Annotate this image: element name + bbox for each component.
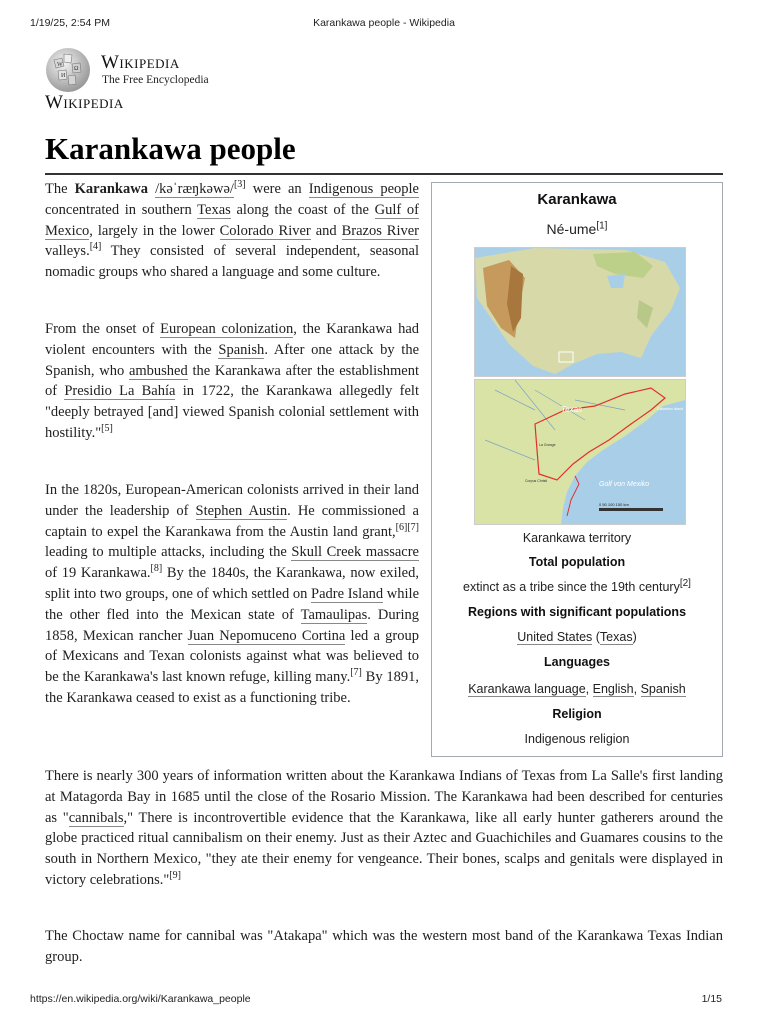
map-label-city2: Corpus Christi (525, 479, 548, 483)
link-european-colonization[interactable]: European colonization (160, 321, 294, 337)
ref-1[interactable]: [1] (596, 220, 608, 232)
print-page-number: 1/15 (701, 993, 722, 1005)
infobox-native-name: Né-ume[1] (546, 220, 608, 237)
infobox-languages-value: Karankawa language, English, Spanish (468, 682, 686, 696)
wikipedia-wordmark-text[interactable]: Wikipedia (45, 92, 124, 113)
ref-3[interactable]: [3] (233, 179, 246, 191)
link-padre-island[interactable]: Padre Island (311, 585, 384, 602)
north-america-map[interactable] (474, 247, 686, 377)
cannibalism-paragraph: There is nearly 300 years of information written about the Karankawa Indians of Texas from La Salle's first landing at Matagorda Bay in 1685 until the close of the Rosario Mission. The Karankawa had been described for centuries as "cannibals," There is incontrovertible evidence that the Karankawa, like all early hunter gatherers around the globe practiced ritual cannibalism on their enemy. Just as their Aztec and Guachichiles and Guamares cousins to the south in Northern Mexico, "they ate their enemy for vengeance. Their bones, scalps and genitals were displayed in victory celebrations."[9] (45, 768, 724, 888)
ref-7b[interactable]: [7] (350, 667, 362, 679)
link-united-states[interactable]: United States (517, 630, 593, 644)
ref-9[interactable]: [9] (169, 870, 181, 882)
map-label-city1: La Grange (539, 443, 556, 447)
infobox-regions-value: United States (Texas) (517, 630, 637, 644)
intro-paragraph: The Karankawa /kəˈræŋkəwə/[3] were an Indigenous people concentrated in southern Texas along the coast of the Gulf of Mexico, largely in the lower Colorado River and Brazos River valleys.[4] They consisted of several independent, seasonal nomadic groups who shared a language and some culture. (45, 179, 419, 281)
ref-2[interactable]: [2] (679, 577, 691, 589)
map-scale-bar: 0 50 100 150 km (599, 502, 629, 507)
colonization-paragraph: From the onset of European colonization, the Karankawa had violent encounters with the Spanish. After one attack by the Spanish, who ambushed the Karankawa after the establishment of Presidio La Bahía in 1722, the Karankawa allegedly felt "deeply betrayed [and] viewed Spanish colonial settlement with hostility."[5] (45, 321, 420, 441)
ref-6[interactable]: [6] (395, 521, 408, 533)
subject-name: Karankawa (74, 181, 148, 197)
history-paragraph: In the 1820s, European-American colonists arrived in their land under the leadership of Stephen Austin. He commissioned a captain to expel the Karankawa from the Austin land grant,[6][7] leading to multiple attacks, including the Skull Creek massacre of 19 Karankawa.[8] By the 1840s, the Karankawa, now exiled, split into two groups, one of which settled on Padre Island while the other fled into the Mexican state of Tamaulipas. During 1858, Mexican rancher Juan Nepomuceno Cortina led a group of Mexicans and Texan colonists against what was believed to be the Karankawa's last known refuge, killing many.[7] By 1891, the Karankawa ceased to exist as a functioning tribe. (45, 482, 420, 706)
link-indigenous-people[interactable]: Indigenous people (308, 181, 419, 197)
link-spanish[interactable]: Spanish (218, 341, 265, 358)
map-label-texas: Texas (561, 405, 583, 414)
choctaw-paragraph: The Choctaw name for cannibal was "Atakapa" which was the western most band of the Karankawa Texas Indian group. (45, 928, 723, 965)
link-texas[interactable]: Texas (197, 201, 231, 218)
link-colorado-river[interactable]: Colorado River (219, 222, 311, 239)
infobox-religion-value: Indigenous religion (524, 732, 630, 746)
link-tamaulipas[interactable]: Tamaulipas (300, 606, 368, 623)
map-label-gulf: Golf von Mexiko (599, 481, 650, 488)
link-presidio-la-bahia[interactable]: Presidio La Bahía (64, 383, 176, 400)
link-spanish-infobox[interactable]: Spanish (640, 682, 686, 696)
infobox-map-caption: Karankawa territory (522, 531, 632, 545)
infobox-title: Karankawa (537, 191, 617, 208)
print-page-title: Karankawa people - Wikipedia (313, 17, 455, 29)
link-juan-nepomuceno-cortina[interactable]: Juan Nepomuceno Cortina (187, 627, 346, 644)
infobox-languages-heading: Languages (544, 655, 610, 669)
wikipedia-wordmark[interactable]: Wikipedia (101, 52, 180, 73)
link-english[interactable]: English (592, 682, 634, 696)
ref-8[interactable]: [8] (150, 563, 163, 575)
ref-4[interactable]: [4] (89, 241, 102, 253)
infobox (431, 182, 723, 757)
infobox-pop-heading: Total population (528, 555, 626, 569)
title-divider (45, 173, 723, 175)
link-skull-creek-massacre[interactable]: Skull Creek massacre (291, 544, 419, 561)
ref-7[interactable]: [7] (407, 521, 419, 533)
svg-text:И: И (61, 73, 66, 79)
link-ambushed[interactable]: ambushed (128, 362, 188, 379)
texas-coast-map[interactable] (474, 379, 686, 525)
ref-5[interactable]: [5] (101, 423, 113, 435)
link-brazos-river[interactable]: Brazos River (341, 222, 419, 239)
ipa-pronunciation-link[interactable]: /kəˈræŋkəwə/ (155, 181, 234, 197)
print-datetime: 1/19/25, 2:54 PM (30, 17, 110, 29)
print-url: https://en.wikipedia.org/wiki/Karankawa_people (30, 993, 251, 1005)
svg-text:W: W (57, 62, 63, 68)
infobox-religion-heading: Religion (552, 707, 602, 721)
wikipedia-tagline: The Free Encyclopedia (102, 74, 209, 86)
link-cannibals[interactable]: cannibals (68, 809, 124, 826)
infobox-pop-value: extinct as a tribe since the 19th century[2] (463, 577, 691, 594)
link-stephen-austin[interactable]: Stephen Austin (195, 502, 288, 519)
link-gulf-of-mexico[interactable]: Gulf of Mexico (45, 201, 419, 239)
svg-text:Ω: Ω (74, 66, 79, 72)
map-label-island: Galveston Island (657, 407, 684, 411)
page-title: Karankawa people (45, 131, 296, 166)
infobox-regions-heading: Regions with significant populations (467, 605, 687, 619)
link-texas-infobox[interactable]: Texas (599, 630, 633, 644)
wikipedia-globe-icon[interactable] (44, 46, 92, 94)
link-karankawa-language[interactable]: Karankawa language (468, 682, 586, 696)
